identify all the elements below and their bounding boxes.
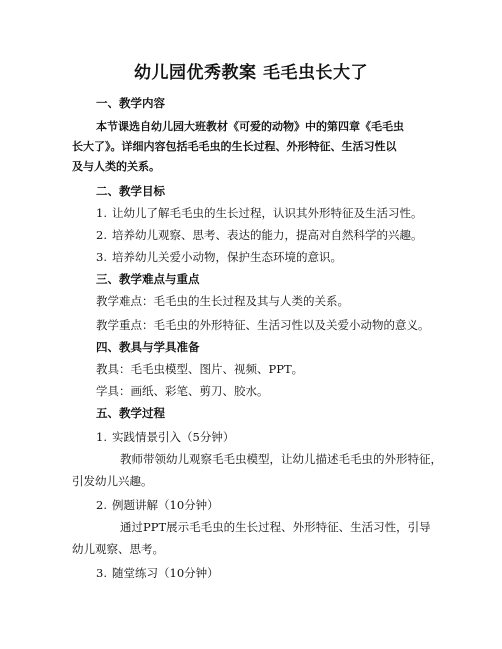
step-title: 实践情景引入（5分钟）: [112, 430, 235, 444]
list-item: [96, 206, 423, 220]
list-item: [96, 228, 423, 242]
step-number: 1.: [96, 430, 107, 444]
section-heading-3: 三、教学难点与重点: [96, 272, 200, 286]
step-title: 随堂练习（10分钟）: [112, 566, 219, 580]
step-body-line: 通过PPT展示毛毛虫的生长过程、外形特征、生活习性，引导: [120, 520, 431, 534]
list-item-text: 培养幼儿观察、思考、表达的能力，提高对自然科学的兴趣。: [112, 228, 423, 242]
paragraph-line: 本节课选自幼儿园大班教材《可爱的动物》中的第四章《毛毛虫: [96, 120, 404, 133]
section-heading-1: 一、教学内容: [96, 96, 165, 110]
list-item-number: 2.: [96, 228, 107, 242]
list-item-text: 让幼儿了解毛毛虫的生长过程，认识其外形特征及生活习性。: [112, 206, 423, 220]
list-item: [96, 250, 342, 264]
section-heading-4: 四、教具与学具准备: [96, 340, 200, 354]
paragraph-line: 长大了》。详细内容包括毛毛虫的生长过程、外形特征、生活习性以: [72, 140, 397, 153]
paragraph-line: 及与人类的关系。: [72, 160, 160, 173]
text-line: 教具：毛毛虫模型、图片、视频、PPT。: [96, 362, 304, 376]
step-number: 3.: [96, 566, 107, 580]
process-step: [96, 566, 219, 580]
text-line: 学具：画纸、彩笔、剪刀、胶水。: [96, 384, 269, 398]
process-step: [96, 498, 219, 512]
step-body-line: 引发幼儿兴趣。: [72, 474, 153, 488]
step-body-line: 教师带领幼儿观察毛毛虫模型，让幼儿描述毛毛虫的外形特征，: [120, 452, 442, 466]
page-title: 幼儿园优秀教案 毛毛虫长大了: [134, 63, 368, 83]
list-item-text: 培养幼儿关爱小动物，保护生态环境的意识。: [112, 250, 342, 264]
text-line: 教学重点：毛毛虫的外形特征、生活习性以及关爱小动物的意义。: [96, 318, 430, 332]
text-line: 教学难点：毛毛虫的生长过程及其与人类的关系。: [96, 294, 349, 308]
step-title: 例题讲解（10分钟）: [112, 498, 219, 512]
section-heading-2: 二、教学目标: [96, 184, 165, 198]
process-step: [96, 430, 234, 444]
step-body-line: 幼儿观察、思考。: [72, 542, 164, 556]
section-heading-5: 五、教学过程: [96, 406, 165, 420]
list-item-number: 3.: [96, 250, 107, 264]
list-item-number: 1.: [96, 206, 107, 220]
step-number: 2.: [96, 498, 107, 512]
